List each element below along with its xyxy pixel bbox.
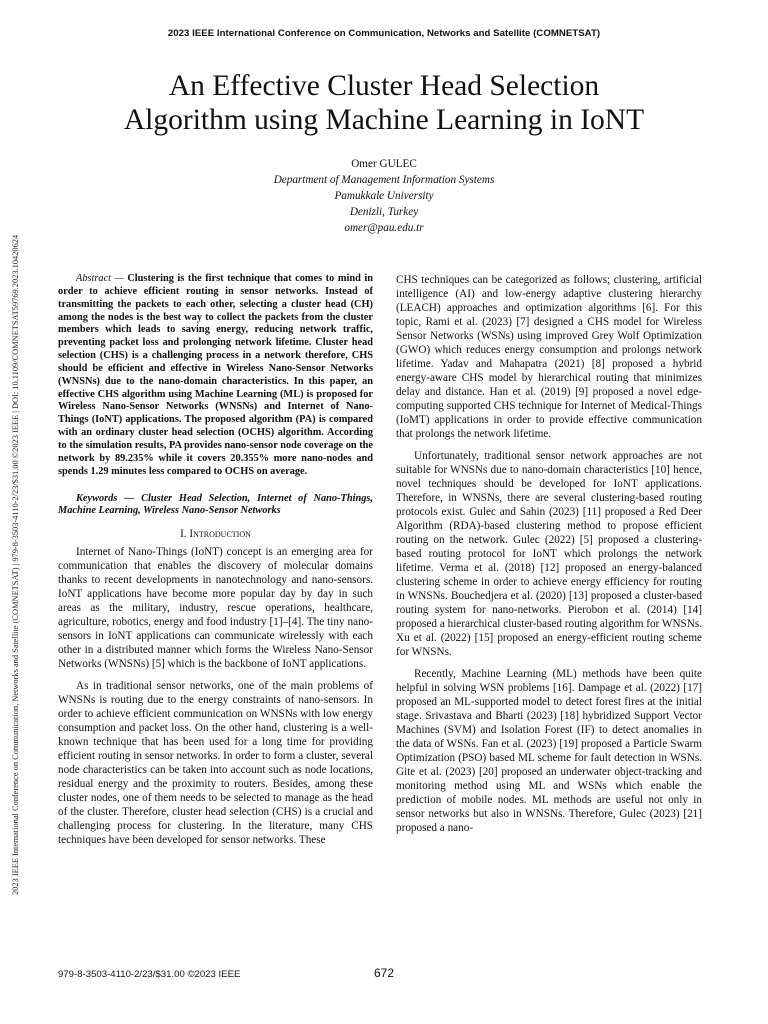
left-column [58,273,373,847]
intro-paragraph-2: As in traditional sensor networks, one of the main problems of WNSNs is routing due to the energy constraints of nano-sensors. In order to achieve efficient communication on WNSNs with low energy consumption and packet loss. On the other hand, clustering is a well-known technique that has been used for a long time for providing efficient routing in sensor networks. In order to form a cluster, several node characteristics can be taken into account such as node locations, residual energy and the proximity to routers. Besides, among these cluster nodes, one of them needs to be selected to manage as the head of the cluster. Therefore, cluster head selection (CHS) is a crucial and challenging process for clustering. In the literature, many CHS techniques have been developed for sensor networks. These [58,680,373,847]
author-location: Denizli, Turkey [349,206,419,218]
author-name: Omer GULEC [351,158,417,170]
right-column [396,273,702,835]
right-paragraph-3: Recently, Machine Learning (ML) methods have been quite helpful in solving WSN problems [16]. Dampage et al. (2022) [17] proposed an ML-supported model to detect forest fires at the initial stage. Srivastava and Bharti (2023) [18] hybridized Support Vector Machines (SVM) and Isolation Forest (IF) to detect anomalies in the data of WSNs. Fan et al. (2023) [19] proposed a Particle Swarm Optimization (PSO) based ML scheme for fault detection in WSNs. Gite et al. (2023) [20] proposed an underwater object-tracking and monitoring method using ML and WSNs which enable the prediction of mobile nodes. ML methods are useful not only in sensor networks but also in WNSNs. Therefore, Gulec (2023) [21] proposed a nano- [396,668,702,834]
author-block [184,156,584,236]
author-email[interactable]: omer@pau.edu.tr [344,222,424,234]
author-university: Pamukkale University [334,190,434,202]
conference-header: 2023 IEEE International Conference on Communication, Networks and Satellite (COMNETSAT) [167,28,601,39]
footer-copyright: 979-8-3503-4110-2/23/$31.00 ©2023 IEEE [58,969,241,980]
section-title: Introduction [189,528,251,541]
paper-title [60,69,708,137]
section-heading-introduction [58,527,373,541]
title-line-1: An Effective Cluster Head Selection [168,70,600,102]
side-strip-citation: 2023 IEEE International Conference on Communication, Networks and Satellite (COMNETSAT) | 979-8-3503-4110-2/23/$31.00 ©2023 IEEE | DOI: 10.1109/COMNETSAT59769.2023.10420624 [11,234,20,895]
title-line-2: Algorithm using Machine Learning in IoNT [123,104,645,136]
keywords: Keywords — Cluster Head Selection, Internet of Nano-Things, Machine Learning, Wireless Nano-Sensor Networks [58,492,373,517]
intro-paragraph-1: Internet of Nano-Things (IoNT) concept is an emerging area for communication that enables the discovery of molecular domains thanks to recent developments in nanotechnology and nano-sensors. IoNT applications have become more popular day by day in such areas as the military, industry, rescue operations, healthcare, agriculture, robotics, energy and food industry [1]–[4]. The tiny nano-sensors in IoNT applications can communicate wirelessly with each other in a distributed manner which forms the Wireless Nano-Sensor Networks (WNSNs) [5] which is the backbone of IoNT applications. [58,546,373,671]
abstract-label: Abstract — [76,273,124,284]
page-number: 672 [373,966,395,980]
right-paragraph-1: CHS techniques can be categorized as follows; clustering, artificial intelligence (AI) and low-energy adaptive clustering hierarchy (LEACH) approaches and optimization algorithms [6]. For this topic, Rami et al. (2023) [7] designed a CHS model for Wireless Sensor Networks (WSNs) using improved Grey Wolf Optimization (GWO) which reduces energy consumption and prolongs network lifetime. Yadav and Mahapatra (2021) [8] proposed a hybrid energy-aware CHS model by hierarchical routing that minimizes delay and distance. Han et al. (2019) [9] proposed a novel edge-computing supported CHS technique for Internet of Medical-Things (IoMT) applications in order to provide effective communication that prolongs the network lifetime. [396,274,702,440]
author-department: Department of Management Information Systems [273,174,495,186]
abstract-text: Clustering is the first technique that comes to mind in order to achieve efficient routing in sensor networks. Instead of transmitting the packets to each other, selecting a cluster head (CH) among the nodes is the best way to collect the packets from the cluster members which leads to saving energy, reducing network traffic, preventing packet loss and prolonging network lifetime. Cluster head selection (CHS) is a challenging process in a network therefore, CHS should be efficient and effective in Wireless Nano-Sensor Networks (WNSNs) due to the nano-domain characteristics. In this paper, an effective CHS algorithm using Machine Learning (ML) is proposed for Wireless Nano-Sensor Networks (WNSNs) and Internet of Nano-Things (IoNT) applications. The proposed algorithm (PA) is compared with an ordinary cluster head selection (OCHS) algorithm. According to the simulation results, PA provides nano-sensor node coverage on the network by 89.235% while it covers 20.355% more nano-nodes and spends 1.29 minutes less compared to OCHS on average. [58,273,374,477]
right-paragraph-2: Unfortunately, traditional sensor network approaches are not suitable for WNSNs due to nano-domain characteristics [10] hence, novel techniques should be developed for IoNT applications. Therefore, in WNSNs, there are several clustering-based routing protocols exist. Gulec and Sahin (2023) [11] proposed a Red Deer Algorithm (RDA)-based clustering method to propose efficient routing on the network. Gulec (2022) [5] proposed a clustering-based routing protocol for IoNT which prolongs the network lifetime. Verma et al. (2018) [12] proposed an energy-balanced clustering scheme in order to achieve energy efficiency for routing in WNSNs. Bouchedjera et al. (2020) [13] proposed a cluster-based routing system for nano-networks. Pierobon et al. (2014) [14] proposed a hierarchical cluster-based routing algorithm for WNSNs. Xu et al. (2022) [15] proposed an energy-efficient routing scheme for WNSNs. [396,450,702,658]
abstract [58,273,373,479]
section-number: I. [180,528,187,541]
